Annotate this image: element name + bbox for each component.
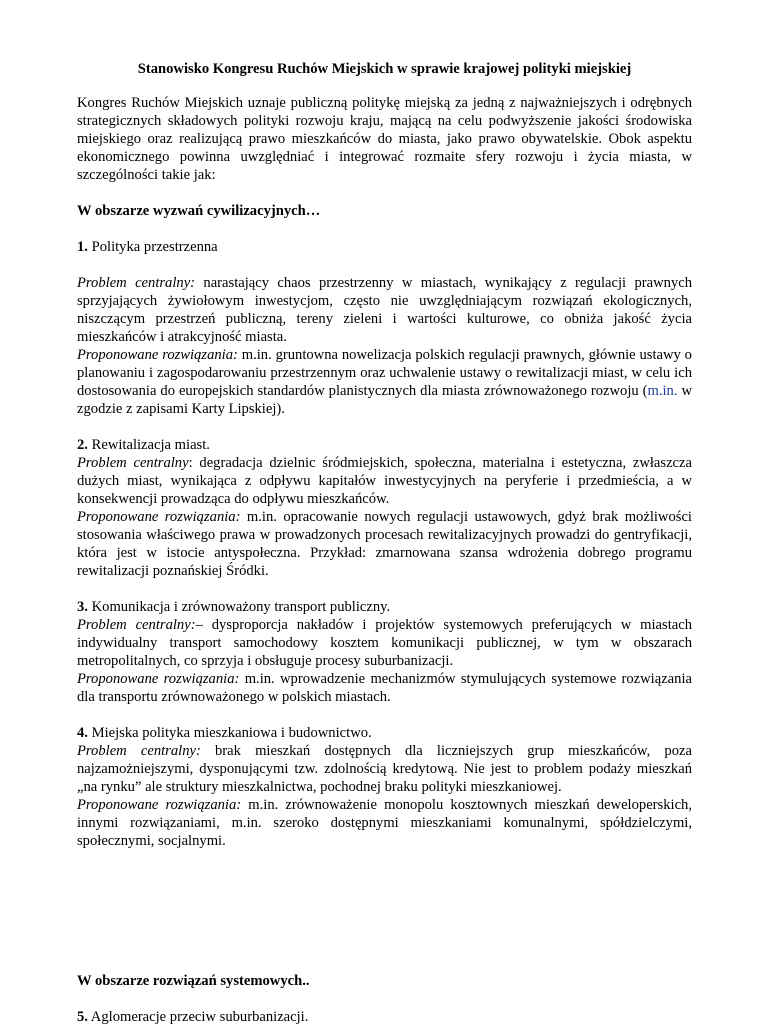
solution-label: Proponowane rozwiązania: xyxy=(77,671,240,687)
item-number: 2. xyxy=(77,437,88,453)
problem-text: narastający chaos przestrzenny w miastach, wynikający z regulacji prawnych sprzyjających żywiołowym inwestycjom, często nie uwzględniającym rozwiązań ekologicznych, niszczącym przestrzeń publiczną, tereny zieleni i wartości kulturowe, co obniża jakość życia mieszkańców i atrakcyjność miasta. xyxy=(77,275,692,345)
solution-paragraph xyxy=(77,346,692,418)
solution-text: m.in. opracowanie nowych regulacji ustawowych, gdyż brak możliwości stosowania właściwego prawa w prowadzonych procesach rewitalizacyjnych prowadzi do gentryfikacji, która jest w istocie antyspołeczna. Przykład: zmarnowana szansa wdrożenia dobrego programu rewitalizacji poznańskiej Śródki. xyxy=(77,509,692,579)
item-number: 5. xyxy=(77,1009,88,1025)
item-2-heading xyxy=(77,436,692,454)
solution-paragraph xyxy=(77,670,692,706)
item-number: 1. xyxy=(77,239,88,255)
problem-paragraph xyxy=(77,454,692,508)
item-number: 4. xyxy=(77,725,88,741)
document-title: Stanowisko Kongresu Ruchów Miejskich w sprawie krajowej polityki miejskiej xyxy=(137,61,632,77)
item-title: Miejska polityka mieszkaniowa i budownictwo. xyxy=(91,725,372,741)
item-2 xyxy=(77,436,692,580)
problem-label: Problem centralny xyxy=(77,455,189,471)
document-page xyxy=(77,60,692,1026)
item-title: Komunikacja i zrównoważony transport publiczny. xyxy=(91,599,391,615)
solution-label: Proponowane rozwiązania: xyxy=(77,509,241,525)
intro-paragraph: Kongres Ruchów Miejskich uznaje publiczną politykę miejską za jedną z najważniejszych i odrębnych strategicznych składowych polityki rozwoju kraju, mającą na celu podwyższenie jakości środowiska miejskiego oraz realizującą prawo mieszkańców do miasta, jako prawo obywatelskie. Obok aspektu ekonomicznego powinna uwzględniać i integrować rozmaite sfery rozwoju i życia miasta, w szczególności takie jak: xyxy=(77,95,692,183)
section-heading-systemic: W obszarze rozwiązań systemowych.. xyxy=(77,973,310,989)
section-heading-civilization: W obszarze wyzwań cywilizacyjnych… xyxy=(77,203,321,219)
item-4 xyxy=(77,724,692,850)
problem-paragraph xyxy=(77,616,692,670)
item-title: Polityka przestrzenna xyxy=(91,239,218,255)
inline-link[interactable]: m.in. xyxy=(647,383,678,399)
item-title: Aglomeracje przeciw suburbanizacji. xyxy=(90,1009,309,1025)
problem-label: Problem centralny: xyxy=(77,275,196,291)
solution-text: m.in. zrównoważenie monopolu kosztownych mieszkań deweloperskich, innymi rozwiązaniami, m.in. szeroko dostępnymi mieszkaniami komunalnymi, spółdzielczymi, społecznymi, socjalnymi. xyxy=(77,797,692,849)
problem-text: brak mieszkań dostępnych dla liczniejszych grup mieszkańców, poza najzamożniejszymi, dysponującymi tzw. zdolnością kredytową. Nie jest to problem podaży mieszkań „na rynku” ale struktury mieszkalnictwa, pochodnej braku polityki mieszkaniowej. xyxy=(77,743,692,795)
problem-label: Problem centralny: xyxy=(77,617,196,633)
solution-label: Proponowane rozwiązania: xyxy=(77,797,242,813)
solution-label: Proponowane rozwiązania: xyxy=(77,347,238,363)
item-1-heading xyxy=(77,238,692,256)
item-5-heading xyxy=(77,1008,692,1026)
solution-text: m.in. wprowadzenie mechanizmów stymulujących systemowe rozwiązania dla transportu zrównoważonego w polskich miastach. xyxy=(77,671,692,705)
item-4-heading xyxy=(77,724,692,742)
item-3 xyxy=(77,598,692,706)
problem-text: – dysproporcja nakładów i projektów systemowych preferujących w miastach indywidualny transport samochodowy kosztem komunikacji publicznej, w tym w obszarach metropolitalnych, co sprzyja i obsługuje procesy suburbanizacji. xyxy=(77,617,692,669)
problem-paragraph xyxy=(77,274,692,346)
item-title: Rewitalizacja miast. xyxy=(91,437,210,453)
problem-label: Problem centralny: xyxy=(77,743,201,759)
solution-paragraph xyxy=(77,508,692,580)
spacer xyxy=(77,868,692,972)
item-number: 3. xyxy=(77,599,88,615)
problem-paragraph xyxy=(77,742,692,796)
solution-text: m.in. gruntowna nowelizacja polskich regulacji prawnych, głównie ustawy o planowaniu i zagospodarowaniu przestrzennym oraz uchwalenie ustawy o rewitalizacji miast, w celu ich dostosowania do europejskich standardów planistycznych dla miasta zrównoważonego rozwoju ( xyxy=(77,347,692,399)
solution-text-end: w zgodzie z zapisami Karty Lipskiej). xyxy=(77,383,692,417)
solution-paragraph xyxy=(77,796,692,850)
item-1-body xyxy=(77,274,692,418)
item-3-heading xyxy=(77,598,692,616)
problem-text: : degradacja dzielnic śródmiejskich, społeczna, materialna i estetyczna, zwłaszcza dużych miast, wynikająca z odpływu kapitałów inwestycyjnych na peryferie i przedmieścia, a w konsekwencji prowadząca do odpływu mieszkańców. xyxy=(77,455,692,507)
